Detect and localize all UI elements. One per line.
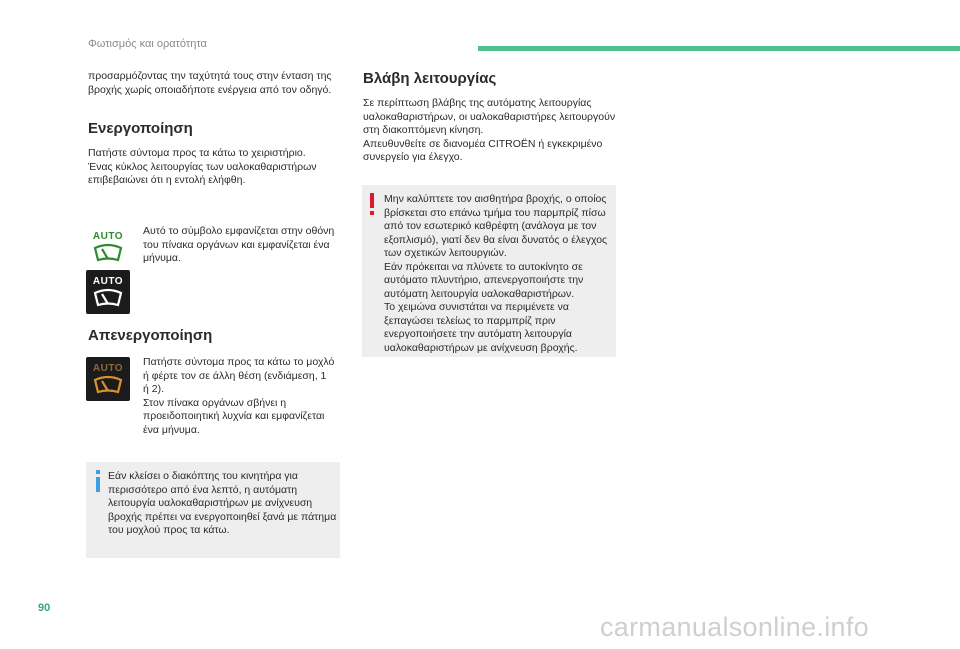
warning-line: Εάν πρόκειται να πλύνετε το αυτοκίνητο σε (384, 260, 583, 273)
warning-line: υαλοκαθαριστήρων με ανίχνευση βροχής. (384, 341, 578, 354)
deactivation-line: ή φέρτε τον σε άλλη θέση (ενδιάμεση, 1 (143, 369, 327, 382)
icon-text-line: Αυτό το σύμβολο εμφανίζεται στην οθόνη (143, 225, 335, 237)
intro-text (88, 70, 348, 97)
warning-line: αυτόματη λειτουργία υαλοκαθαριστήρων. (384, 287, 575, 300)
activation-line: επιβεβαιώνει ότι η εντολή ελήφθη. (88, 174, 246, 186)
auto-wiper-icon-light (86, 225, 130, 269)
activation-heading: Ενεργοποίηση (88, 120, 193, 137)
info-line: βροχής πρέπει να ενεργοποιηθεί ξανά με πάτημα (108, 510, 337, 523)
warning-line: των σχετικών λειτουργιών. (384, 247, 507, 259)
warning-line: εξοπλισμό), γιατί δεν θα είναι δυνατός ο έλεγχος (384, 233, 608, 246)
deactivation-line: Πατήστε σύντομα προς τα κάτω το μοχλό (143, 356, 335, 368)
deactivation-heading: Απενεργοποίηση (88, 327, 213, 344)
fault-heading: Βλάβη λειτουργίας (363, 70, 497, 87)
info-line: Εάν κλείσει ο διακόπτης του κινητήρα για (108, 470, 298, 482)
info-box (86, 462, 340, 558)
info-line: του μοχλού προς τα κάτω. (108, 524, 230, 536)
wiper-icon (92, 374, 124, 396)
activation-line: Πατήστε σύντομα προς τα κάτω το χειριστήριο. (88, 147, 306, 159)
fault-line: στη διακοπτόμενη κίνηση. (363, 124, 484, 136)
wiper-icon (92, 287, 124, 309)
fault-text (363, 97, 625, 165)
deactivation-line: ή 2). (143, 383, 165, 395)
auto-label: AUTO (92, 230, 124, 242)
fault-line: Απευθυνθείτε σε διανομέα CITROËN ή εγκεκριμένο (363, 137, 603, 150)
auto-label: AUTO (92, 362, 124, 374)
warning-box (362, 185, 616, 357)
warning-line: ξεπαγώσει τελείως το παρμπρίζ πριν (384, 314, 556, 327)
intro-line: βροχής χωρίς οποιαδήποτε ενέργεια από τον οδηγό. (88, 83, 332, 96)
warning-text (384, 193, 614, 355)
warning-line: από τον εσωτερικό καθρέφτη (ανάλογα με τον (384, 220, 597, 232)
info-icon (94, 470, 102, 492)
warning-icon (370, 193, 374, 208)
header-accent-bar (478, 46, 960, 51)
watermark: carmanualsonline.info (600, 612, 869, 642)
activation-line: Ένας κύκλος λειτουργίας των υαλοκαθαριστήρων (88, 160, 317, 173)
icon-text-line: του πίνακα οργάνων και εμφανίζεται ένα (143, 238, 330, 251)
deactivation-line: Στον πίνακα οργάνων σβήνει η (143, 396, 287, 409)
fault-line: Σε περίπτωση βλάβης της αυτόματης λειτουργίας (363, 97, 592, 109)
header-title: Φωτισμός και ορατότητα (88, 38, 207, 50)
deactivation-text (143, 356, 343, 437)
activation-text (88, 147, 348, 188)
auto-wiper-icon-dark (86, 270, 130, 314)
icon-text-line: μήνυμα. (143, 252, 181, 264)
fault-line: υαλοκαθαριστήρων, οι υαλοκαθαριστήρες λειτουργούν (363, 110, 616, 123)
deactivation-line: προειδοποιητική λυχνία και εμφανίζεται (143, 410, 325, 422)
intro-line: προσαρμόζοντας την ταχύτητά τους στην ένταση της (88, 70, 332, 82)
activation-icon-text (143, 225, 343, 266)
deactivation-line: ένα μήνυμα. (143, 423, 200, 436)
warning-line: Το χειμώνα συνιστάται να περιμένετε να (384, 301, 569, 313)
page-number: 90 (38, 602, 51, 614)
warning-line: Μην καλύπτετε τον αισθητήρα βροχής, ο οποίος (384, 193, 607, 205)
warning-line: αυτόματο πλυντήριο, απενεργοποιήστε την (384, 274, 584, 286)
info-line: περισσότερο από ένα λεπτό, η αυτόματη (108, 483, 298, 496)
wiper-icon (92, 242, 124, 264)
warning-line: ενεργοποιήσετε την αυτόματη λειτουργία (384, 328, 572, 340)
auto-label: AUTO (92, 275, 124, 287)
info-line: λειτουργία υαλοκαθαριστήρων με ανίχνευση (108, 497, 313, 509)
fault-line: συνεργείο για έλεγχο. (363, 151, 463, 163)
warning-icon-dot (370, 211, 374, 215)
auto-wiper-icon-off (86, 357, 130, 401)
info-text (108, 470, 338, 538)
warning-line: βρίσκεται στο επάνω τμήμα του παρμπρίζ πίσω (384, 206, 606, 219)
